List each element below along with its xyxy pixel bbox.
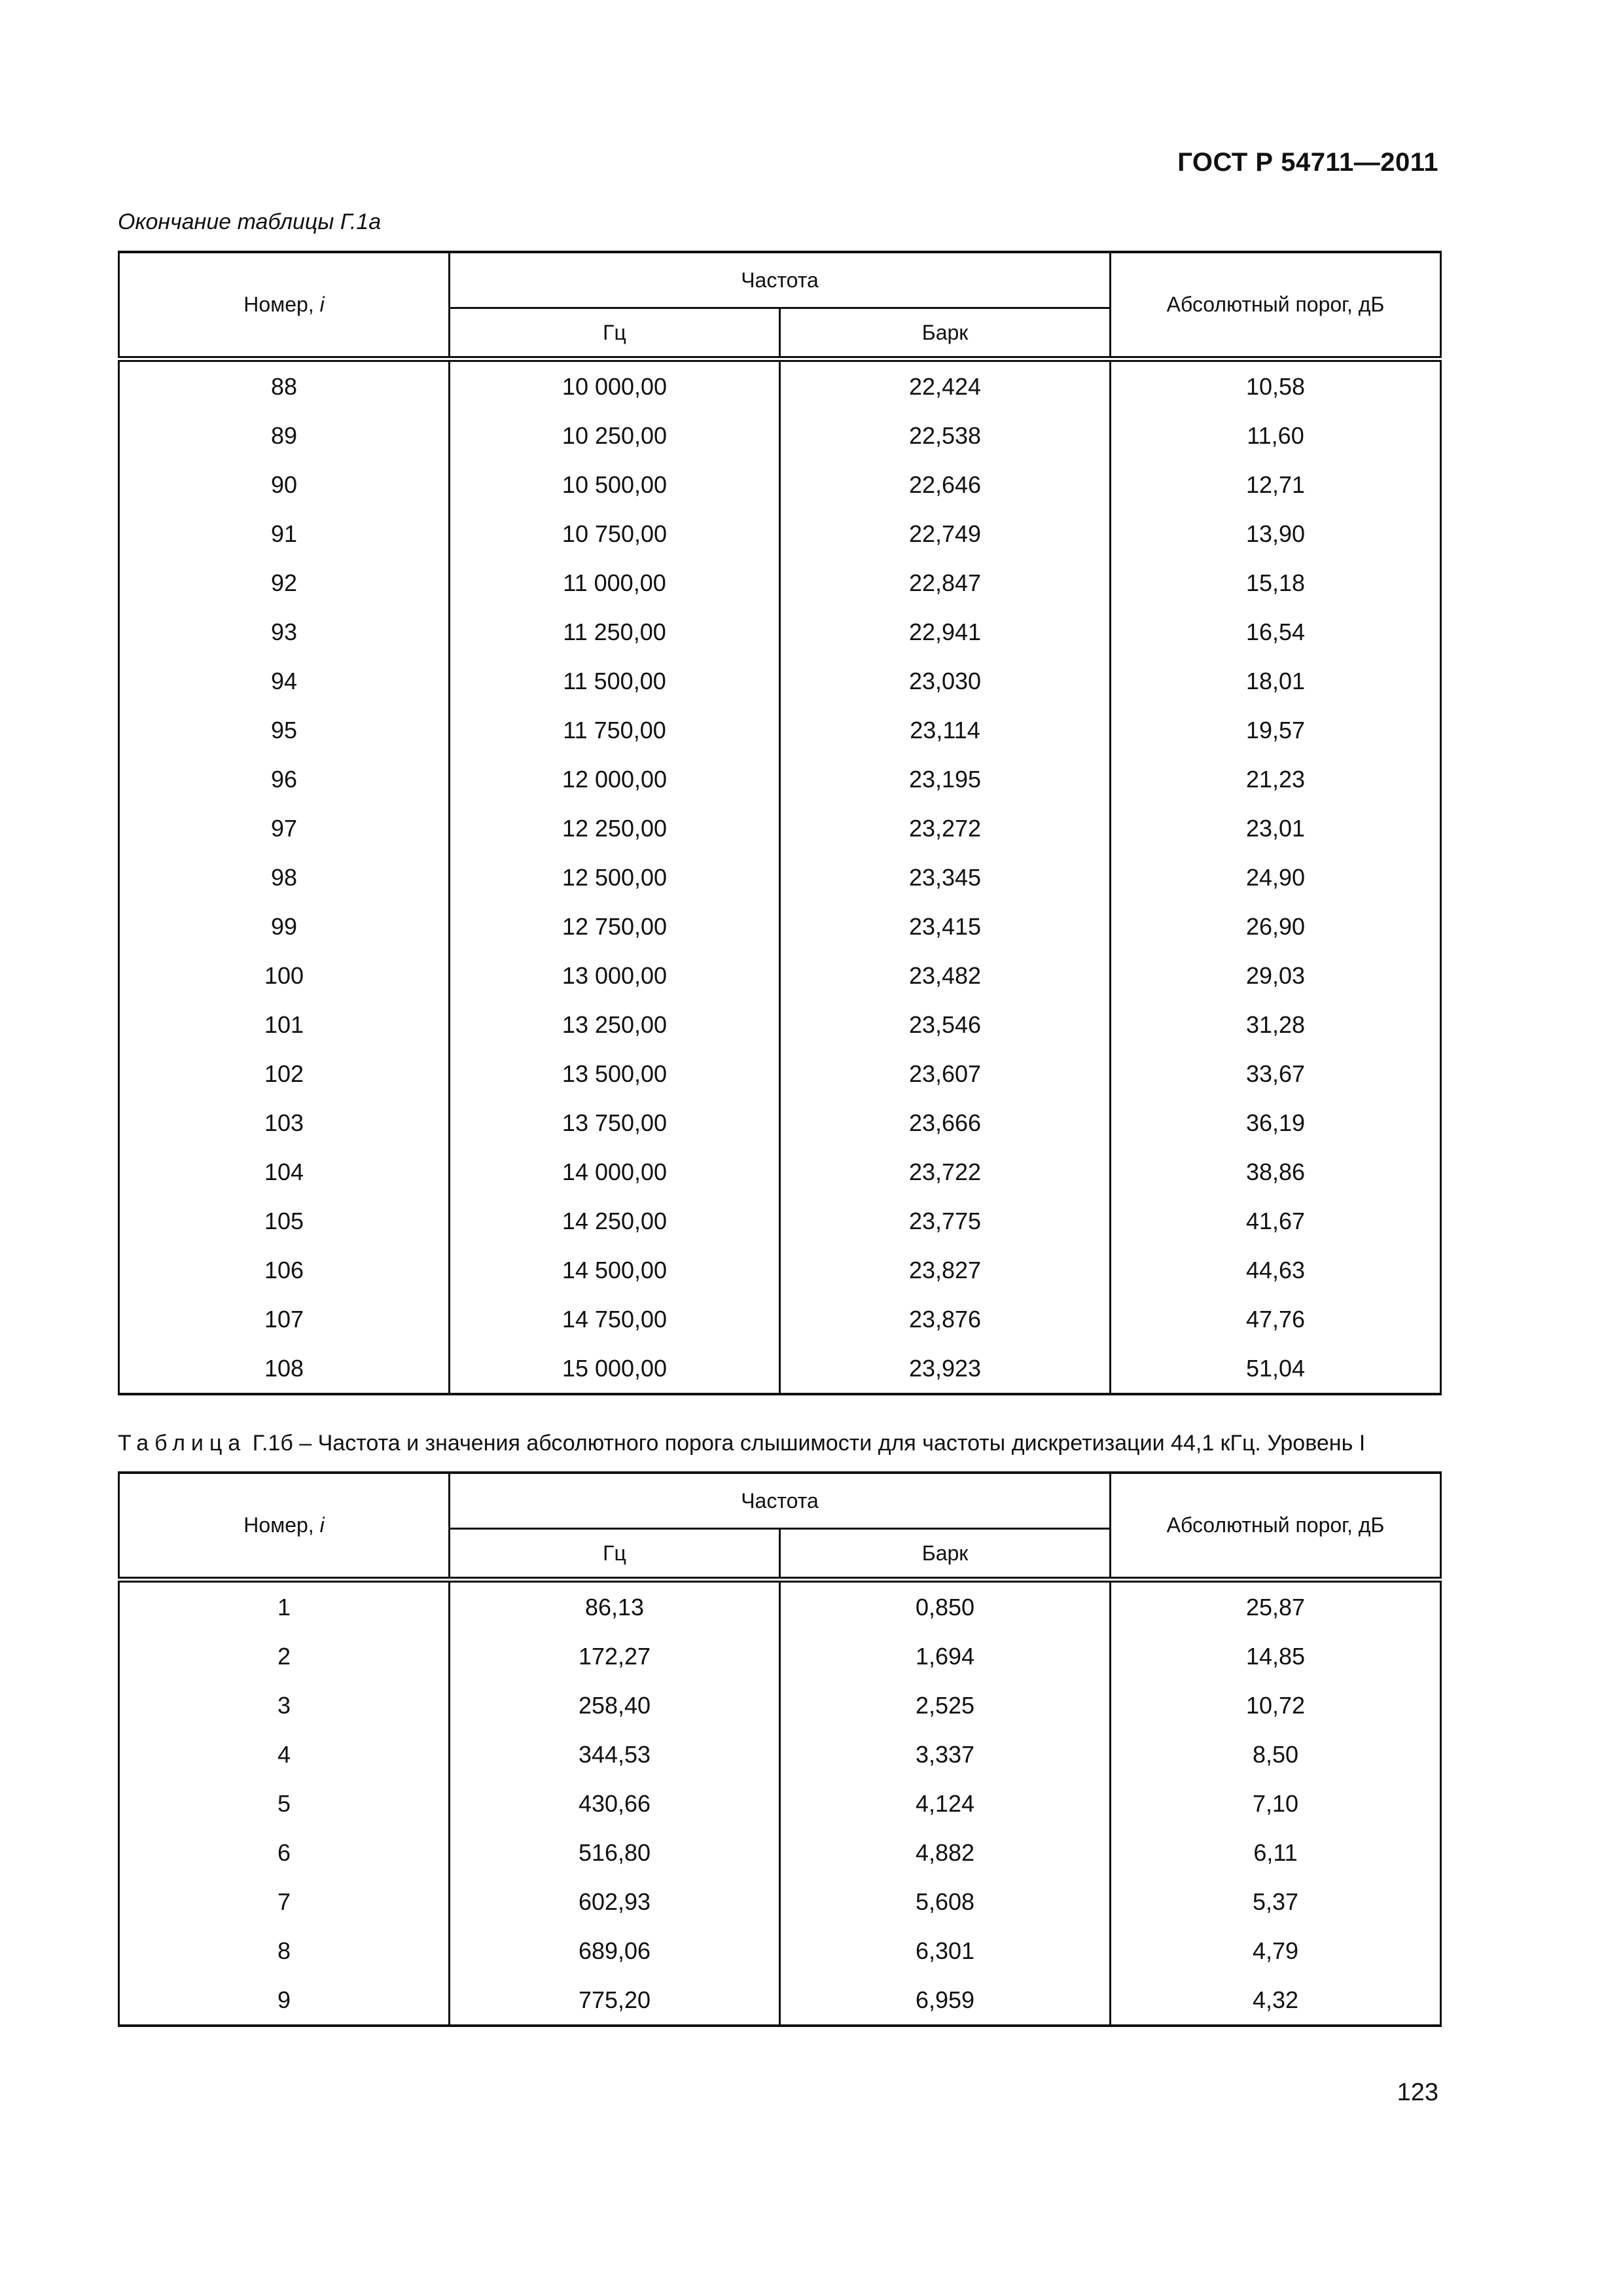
cell-hz: 11 750,00: [450, 706, 780, 755]
cell-bark: 6,301: [780, 1926, 1111, 1975]
cell-bark: 23,195: [780, 755, 1111, 804]
cell-threshold: 33,67: [1111, 1049, 1441, 1098]
cell-hz: 11 250,00: [450, 607, 780, 656]
cell-threshold: 14,85: [1111, 1632, 1441, 1681]
cell-bark: 22,941: [780, 607, 1111, 656]
cell-threshold: 11,60: [1111, 411, 1441, 460]
column-header-hz: Гц: [450, 1529, 780, 1580]
cell-hz: 12 750,00: [450, 902, 780, 951]
column-header-frequency: Частота: [450, 252, 1111, 308]
cell-bark: 23,923: [780, 1344, 1111, 1394]
cell-hz: 344,53: [450, 1730, 780, 1779]
page-number: 123: [1397, 2079, 1438, 2106]
table-row: [119, 755, 1441, 804]
cell-hz: 14 250,00: [450, 1196, 780, 1246]
cell-threshold: 8,50: [1111, 1730, 1441, 1779]
cell-number: 91: [119, 509, 450, 558]
table-row: [119, 411, 1441, 460]
table-row: [119, 1779, 1441, 1828]
cell-hz: 10 000,00: [450, 359, 780, 412]
cell-threshold: 16,54: [1111, 607, 1441, 656]
cell-hz: 13 000,00: [450, 951, 780, 1000]
table-row: [119, 1632, 1441, 1681]
cell-threshold: 51,04: [1111, 1344, 1441, 1394]
table-b-caption: Таблица Г.1б – Частота и значения абсолютного порога слышимости для частоты дискретизации 44,1 кГц. Уровень I: [118, 1431, 1366, 1456]
table-g1a: [118, 251, 1442, 1395]
table-row: [119, 902, 1441, 951]
cell-bark: 1,694: [780, 1632, 1111, 1681]
table-row: [119, 558, 1441, 607]
table-row: [119, 1926, 1441, 1975]
cell-threshold: 31,28: [1111, 1000, 1441, 1049]
cell-bark: 2,525: [780, 1681, 1111, 1730]
cell-threshold: 23,01: [1111, 804, 1441, 853]
table-b-body: [119, 1580, 1441, 2026]
cell-hz: 12 250,00: [450, 804, 780, 853]
cell-number: 93: [119, 607, 450, 656]
table-row: [119, 359, 1441, 412]
table-row: [119, 1877, 1441, 1926]
cell-number: 94: [119, 656, 450, 706]
cell-hz: 11 500,00: [450, 656, 780, 706]
cell-bark: 23,030: [780, 656, 1111, 706]
cell-bark: 22,646: [780, 460, 1111, 509]
cell-hz: 258,40: [450, 1681, 780, 1730]
cell-number: 95: [119, 706, 450, 755]
column-header-number: Номер, i: [119, 252, 450, 359]
table-row: [119, 1975, 1441, 2026]
table-row: [119, 1098, 1441, 1147]
cell-threshold: 44,63: [1111, 1246, 1441, 1295]
cell-bark: 4,124: [780, 1779, 1111, 1828]
cell-threshold: 47,76: [1111, 1295, 1441, 1344]
cell-number: 3: [119, 1681, 450, 1730]
cell-bark: 23,345: [780, 853, 1111, 902]
table-g1b: [118, 1471, 1442, 2027]
table-row: [119, 1147, 1441, 1196]
cell-number: 98: [119, 853, 450, 902]
cell-number: 1: [119, 1580, 450, 1632]
cell-threshold: 4,32: [1111, 1975, 1441, 2026]
cell-number: 101: [119, 1000, 450, 1049]
table-row: [119, 1295, 1441, 1344]
cell-number: 99: [119, 902, 450, 951]
cell-threshold: 10,72: [1111, 1681, 1441, 1730]
cell-threshold: 13,90: [1111, 509, 1441, 558]
cell-threshold: 36,19: [1111, 1098, 1441, 1147]
cell-hz: 172,27: [450, 1632, 780, 1681]
cell-bark: 3,337: [780, 1730, 1111, 1779]
cell-number: 7: [119, 1877, 450, 1926]
table-row: [119, 1730, 1441, 1779]
cell-hz: 430,66: [450, 1779, 780, 1828]
cell-number: 105: [119, 1196, 450, 1246]
table-row: [119, 1681, 1441, 1730]
cell-number: 9: [119, 1975, 450, 2026]
table-row: [119, 804, 1441, 853]
cell-bark: 22,749: [780, 509, 1111, 558]
cell-bark: 5,608: [780, 1877, 1111, 1926]
document-id: ГОСТ Р 54711—2011: [1177, 148, 1438, 177]
cell-threshold: 5,37: [1111, 1877, 1441, 1926]
table-row: [119, 1049, 1441, 1098]
cell-hz: 12 000,00: [450, 755, 780, 804]
table-row: [119, 1246, 1441, 1295]
cell-number: 4: [119, 1730, 450, 1779]
cell-number: 88: [119, 359, 450, 412]
cell-number: 5: [119, 1779, 450, 1828]
cell-threshold: 19,57: [1111, 706, 1441, 755]
table-row: [119, 706, 1441, 755]
cell-bark: 0,850: [780, 1580, 1111, 1632]
cell-hz: 86,13: [450, 1580, 780, 1632]
cell-hz: 775,20: [450, 1975, 780, 2026]
cell-threshold: 15,18: [1111, 558, 1441, 607]
cell-bark: 22,847: [780, 558, 1111, 607]
cell-hz: 10 250,00: [450, 411, 780, 460]
cell-number: 108: [119, 1344, 450, 1394]
cell-bark: 6,959: [780, 1975, 1111, 2026]
column-header-threshold: Абсолютный порог, дБ: [1111, 1473, 1441, 1580]
column-header-bark: Барк: [780, 1529, 1111, 1580]
cell-threshold: 29,03: [1111, 951, 1441, 1000]
cell-threshold: 38,86: [1111, 1147, 1441, 1196]
cell-threshold: 7,10: [1111, 1779, 1441, 1828]
cell-number: 2: [119, 1632, 450, 1681]
cell-bark: 23,415: [780, 902, 1111, 951]
cell-bark: 23,482: [780, 951, 1111, 1000]
cell-hz: 10 750,00: [450, 509, 780, 558]
cell-number: 106: [119, 1246, 450, 1295]
cell-hz: 14 750,00: [450, 1295, 780, 1344]
table-row: [119, 656, 1441, 706]
cell-threshold: 41,67: [1111, 1196, 1441, 1246]
cell-bark: 23,272: [780, 804, 1111, 853]
table-row: [119, 1196, 1441, 1246]
column-header-hz: Гц: [450, 308, 780, 359]
cell-number: 103: [119, 1098, 450, 1147]
cell-bark: 23,722: [780, 1147, 1111, 1196]
table-a-body: [119, 359, 1441, 1395]
cell-bark: 23,827: [780, 1246, 1111, 1295]
cell-number: 8: [119, 1926, 450, 1975]
column-header-frequency: Частота: [450, 1473, 1111, 1529]
table-row: [119, 509, 1441, 558]
cell-number: 6: [119, 1828, 450, 1877]
cell-bark: 23,114: [780, 706, 1111, 755]
cell-number: 100: [119, 951, 450, 1000]
cell-hz: 10 500,00: [450, 460, 780, 509]
column-header-number: Номер, i: [119, 1473, 450, 1580]
cell-hz: 516,80: [450, 1828, 780, 1877]
cell-number: 96: [119, 755, 450, 804]
cell-number: 89: [119, 411, 450, 460]
cell-hz: 14 000,00: [450, 1147, 780, 1196]
cell-bark: 22,424: [780, 359, 1111, 412]
cell-bark: 4,882: [780, 1828, 1111, 1877]
cell-threshold: 26,90: [1111, 902, 1441, 951]
cell-hz: 13 250,00: [450, 1000, 780, 1049]
cell-number: 90: [119, 460, 450, 509]
table-row: [119, 1344, 1441, 1394]
cell-bark: 23,775: [780, 1196, 1111, 1246]
cell-bark: 23,607: [780, 1049, 1111, 1098]
table-row: [119, 1828, 1441, 1877]
cell-threshold: 25,87: [1111, 1580, 1441, 1632]
cell-hz: 11 000,00: [450, 558, 780, 607]
cell-hz: 13 750,00: [450, 1098, 780, 1147]
cell-hz: 15 000,00: [450, 1344, 780, 1394]
cell-threshold: 12,71: [1111, 460, 1441, 509]
cell-hz: 689,06: [450, 1926, 780, 1975]
table-row: [119, 1000, 1441, 1049]
cell-threshold: 4,79: [1111, 1926, 1441, 1975]
cell-hz: 602,93: [450, 1877, 780, 1926]
cell-threshold: 24,90: [1111, 853, 1441, 902]
column-header-threshold: Абсолютный порог, дБ: [1111, 252, 1441, 359]
cell-bark: 23,546: [780, 1000, 1111, 1049]
table-row: [119, 951, 1441, 1000]
cell-bark: 22,538: [780, 411, 1111, 460]
cell-threshold: 6,11: [1111, 1828, 1441, 1877]
cell-hz: 13 500,00: [450, 1049, 780, 1098]
cell-hz: 12 500,00: [450, 853, 780, 902]
cell-number: 107: [119, 1295, 450, 1344]
table-row: [119, 607, 1441, 656]
table-row: [119, 460, 1441, 509]
column-header-bark: Барк: [780, 308, 1111, 359]
table-row: [119, 1580, 1441, 1632]
table-a-caption: Окончание таблицы Г.1а: [118, 209, 382, 234]
cell-bark: 23,876: [780, 1295, 1111, 1344]
cell-number: 92: [119, 558, 450, 607]
cell-number: 102: [119, 1049, 450, 1098]
cell-threshold: 10,58: [1111, 359, 1441, 412]
cell-hz: 14 500,00: [450, 1246, 780, 1295]
cell-number: 104: [119, 1147, 450, 1196]
cell-threshold: 21,23: [1111, 755, 1441, 804]
cell-bark: 23,666: [780, 1098, 1111, 1147]
cell-number: 97: [119, 804, 450, 853]
cell-threshold: 18,01: [1111, 656, 1441, 706]
table-row: [119, 853, 1441, 902]
